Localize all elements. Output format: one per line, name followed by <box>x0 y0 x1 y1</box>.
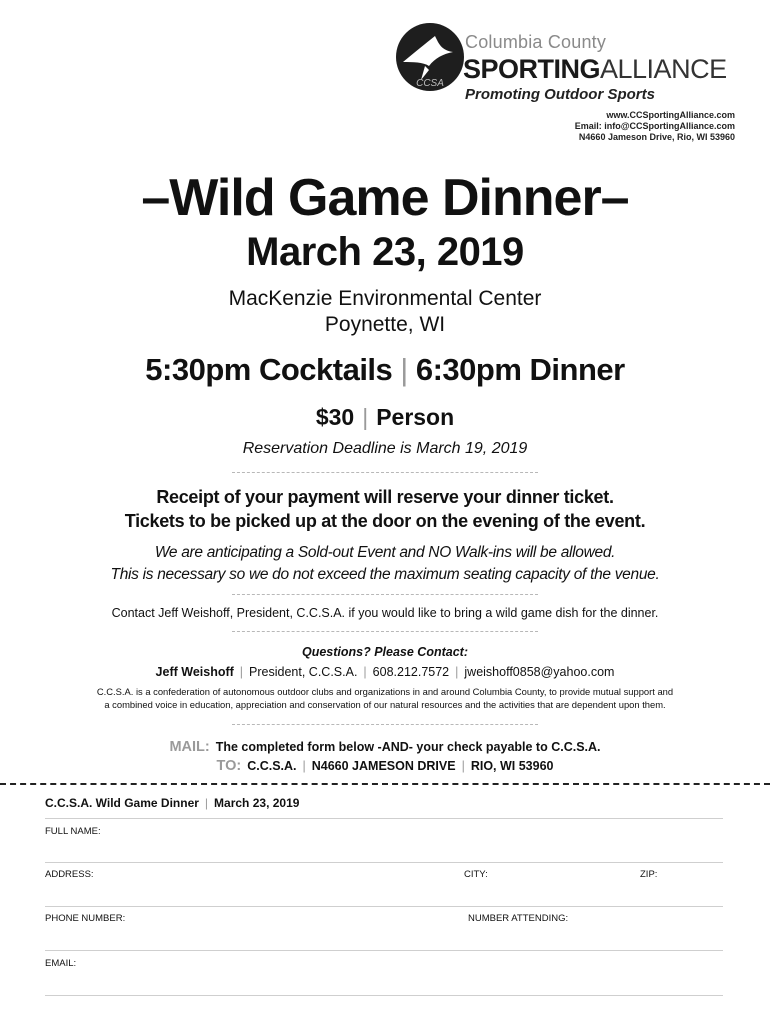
divider <box>232 472 538 473</box>
ccsa-logo <box>395 22 735 142</box>
times-separator: | <box>400 352 408 387</box>
questions-heading: Questions? Please Contact: <box>301 645 468 659</box>
cut-line <box>0 783 770 785</box>
logo-name-light: ALLIANCE <box>600 54 727 84</box>
dish-contact-note: Contact Jeff Weishoff, President, C.C.S.A. if you would like to bring a wild game dish for the dinner. <box>111 606 659 620</box>
contact-phone[interactable]: 608.212.7572 <box>372 665 450 679</box>
divider <box>232 631 538 632</box>
logo-tagline: Promoting Outdoor Sports <box>465 86 655 103</box>
email-label: EMAIL: <box>45 958 77 969</box>
event-times <box>0 352 770 388</box>
contact-info: Jeff Weishoff | President, C.C.S.A. | 608.212.7572 | jweishoff0858@yahoo.com <box>155 665 615 679</box>
dinner-time: 6:30pm Dinner <box>415 352 625 387</box>
ticket-price <box>0 404 770 431</box>
price-separator: | <box>362 404 369 430</box>
reservation-deadline: Reservation Deadline is March 19, 2019 <box>242 440 528 457</box>
mail-instructions <box>0 739 770 755</box>
contact-role: President, C.C.S.A. <box>249 665 358 679</box>
form-title-date: March 23, 2019 <box>214 796 300 810</box>
contact-email-link[interactable]: jweishoff0858@yahoo.com <box>464 665 615 679</box>
phone-field[interactable] <box>45 950 723 951</box>
cocktails-time: 5:30pm Cocktails <box>145 352 393 387</box>
to-label: TO: <box>216 758 242 774</box>
form-rule <box>45 818 723 819</box>
mail-address: TO: C.C.S.A. | N4660 JAMESON DRIVE | RIO, WI 53960 <box>216 758 554 774</box>
to-city: RIO, WI 53960 <box>470 759 554 773</box>
email-field[interactable] <box>45 995 723 996</box>
form-title-text: C.C.S.A. Wild Game Dinner <box>45 796 199 810</box>
city-label: CITY: <box>464 869 488 880</box>
form-title: C.C.S.A. Wild Game Dinner | March 23, 2019 <box>45 796 300 810</box>
event-date: March 23, 2019 <box>246 230 524 274</box>
logo-website-link[interactable]: www.CCSportingAlliance.com <box>606 110 735 120</box>
divider <box>232 594 538 595</box>
to-street: N4660 JAMESON DRIVE <box>311 759 456 773</box>
about-ccsa-line2: a combined voice in education, appreciation and conservation of our natural resources and the activities that are dependent upon them. <box>104 699 666 710</box>
logo-address: N4660 Jameson Drive, Rio, WI 53960 <box>578 132 735 142</box>
full-name-label: FULL NAME: <box>45 826 101 837</box>
contact-name: Jeff Weishoff <box>155 665 234 679</box>
receipt-note-line1: Receipt of your payment will reserve your dinner ticket. <box>156 487 614 507</box>
logo-email-link[interactable]: Email: info@CCSportingAlliance.com <box>574 121 735 131</box>
zip-label: ZIP: <box>640 869 658 880</box>
sold-out-note-line1: We are anticipating a Sold-out Event and NO Walk-ins will be allowed. <box>154 544 616 561</box>
mail-label: MAIL: <box>169 739 210 755</box>
logo-county: Columbia County <box>465 32 607 52</box>
mail-text: The completed form below -AND- your check payable to C.C.S.A. <box>215 740 601 754</box>
full-name-field[interactable] <box>45 862 723 863</box>
to-org: C.C.S.A. <box>247 759 297 773</box>
page-title: –Wild Game Dinner– <box>141 169 629 227</box>
price-amount: $30 <box>315 404 355 430</box>
logo-name <box>463 54 727 85</box>
venue-location: Poynette, WI <box>324 313 446 336</box>
address-field[interactable] <box>45 906 723 907</box>
address-label: ADDRESS: <box>45 869 94 880</box>
about-ccsa-line1: C.C.S.A. is a confederation of autonomous outdoor clubs and organizations in and around Columbia County, to provide mutual support and <box>96 686 674 697</box>
venue-name: MacKenzie Environmental Center <box>228 287 542 310</box>
price-unit: Person <box>376 404 455 430</box>
phone-label: PHONE NUMBER: <box>45 913 126 924</box>
divider <box>232 724 538 725</box>
logo-mark-text: CCSA <box>416 78 444 89</box>
receipt-note-line2: Tickets to be picked up at the door on the evening of the event. <box>124 511 646 531</box>
sold-out-note-line2: This is necessary so we do not exceed the maximum seating capacity of the venue. <box>110 566 660 583</box>
bird-emblem-icon <box>395 22 465 92</box>
logo-name-bold: SPORTING <box>463 54 601 84</box>
number-attending-label: NUMBER ATTENDING: <box>468 913 569 924</box>
